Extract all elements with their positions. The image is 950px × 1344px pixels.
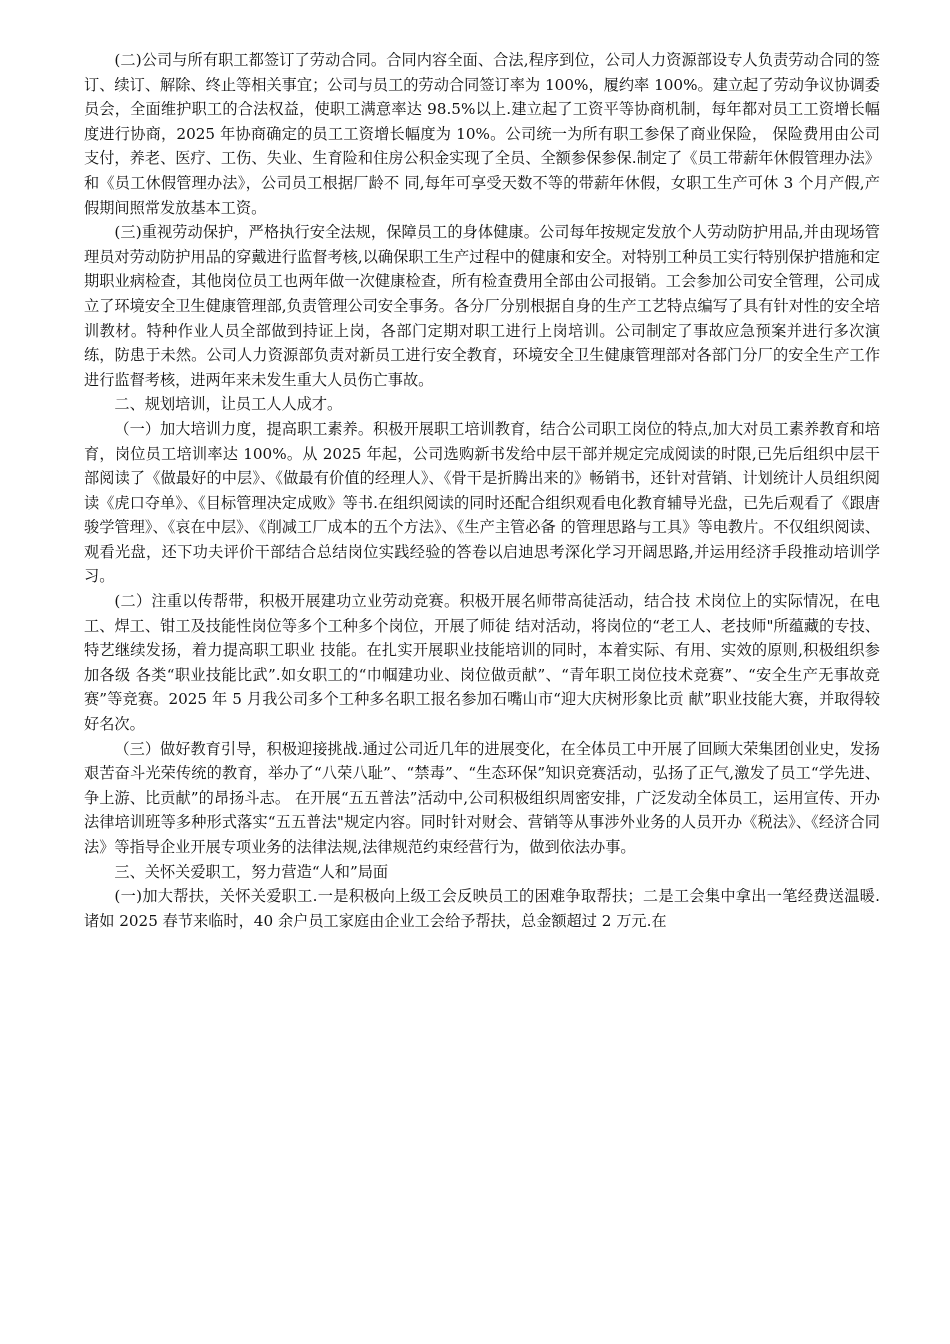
paragraph-labor-protection: (三)重视劳动保护，严格执行安全法规，保障员工的身体健康。公司每年按规定发放个人劳动防护用品,并由现场管理员对劳动防护用品的穿戴进行监督考核,以确保职工生产过程中的健康和安全。对特别工种员工实行特别保护措施和定期职业病检查，其他岗位员工也两年做一次健康检查，所有检查费用全部由公司报销。工会参加公司安全管理，公司成立了环境安全卫生健康管理部,负责管理公司安全事务。各分厂分别根据自身的生产工艺特点编写了具有针对性的安全培训教材。特种作业人员全部做到持证上岗，各部门定期对职工进行上岗培训。公司制定了事故应急预案并进行多次演练，防患于未然。公司人力资源部负责对新员工进行安全教育，环境安全卫生健康管理部对各部门分厂的安全生产工作进行监督考核，进两年来未发生重大人员伤亡事故。: [84, 223, 880, 389]
section-heading-employee-care: 三、关怀关爱职工，努力营造“人和”局面: [114, 862, 389, 881]
section-heading-training: 二、规划培训，让员工人人成才。: [114, 395, 343, 414]
paragraph-labor-contracts: (二)公司与所有职工都签订了劳动合同。合同内容全面、合法,程序到位，公司人力资源部设专人负责劳动合同的签订、续订、解除、终止等相关事宜；公司与员工的劳动合同签订率为 100%，履约率 100%。建立起了劳动争议协调委员会，全面维护职工的合法权益，使职工满意率达 98.5%以上.建立起了工资平等协商机制，每年都对员工工资增长幅度进行协商，2025 年协商确定的员工工资增长幅度为 10%。公司统一为所有职工参保了商业保险， 保险费用由公司支付，养老、医疗、工伤、失业、生育险和住房公积金实现了全员、全额参保参保.制定了《员工带薪年休假管理办法》和《员工休假管理办法》，公司员工根据厂龄不 同,每年可享受天数不等的带薪年休假，女职工生产可休 3 个月产假,产假期间照常发放基本工资。: [84, 51, 880, 217]
document-page: [84, 48, 880, 933]
paragraph-mentoring-competition: (二）注重以传帮带，积极开展建功立业劳动竞赛。积极开展名师带高徒活动，结合技 术岗位上的实际情况，在电工、焊工、钳工及技能性岗位等多个工种多个岗位，开展了师徒 结对活动，将岗位的“老工人、老技师"所蕴藏的专技、特艺继续发扬，着力提高职工职业 技能。在扎实开展职业技能培训的同时，本着实际、有用、实效的原则,积极组织参加各级 各类“职业技能比武”.如女职工的“巾帼建功业、岗位做贡献”、“青年职工岗位技术竞赛”、“安全生产无事故竞赛”等竞赛。2025 年 5 月我公司多个工种多名职工报名参加石嘴山市“迎大庆树形象比贡 献”职业技能大赛，并取得较好名次。: [84, 592, 880, 734]
paragraph-training-intensity: （一）加大培训力度，提高职工素养。积极开展职工培训教育，结合公司职工岗位的特点,加大对员工素养教育和培育，岗位员工培训率达 100%。从 2025 年起，公司选购新书发给中层干部并规定完成阅读的时限,已先后组织中层干部阅读了《做最好的中层》、《做最有价值的经理人》、《骨干是折腾出来的》畅销书，还针对营销、计划统计人员组织阅读《虎口夺单》、《目标管理决定成败》等书.在组织阅读的同时还配合组织观看电化教育辅导光盘，已先后观看了《跟唐骏学管理》、《哀在中层》、《削减工厂成本的五个方法》、《生产主管必备 的管理思路与工具》等电教片。不仅组织阅读、观看光盘，还下功夫评价干部结合总结岗位实践经验的答卷以启迪思考深化学习开阔思路,并运用经济手段推动培训学习。: [84, 419, 880, 586]
paragraph-education-guidance: （三）做好教育引导，积极迎接挑战.通过公司近几年的进展变化，在全体员工中开展了回顾大荣集团创业史，发扬艰苦奋斗光荣传统的教育，举办了“八荣八耻”、“禁毒”、“生态环保”知识竞赛活动，弘扬了正气,激发了员工“学先进、争上游、比贡献”的昂扬斗志。 在开展“五五普法”活动中,公司积极组织周密安排，广泛发动全体员工，运用宣传、开办 法律培训班等多种形式落实“五五普法"规定内容。同时针对财会、营销等从事涉外业务的人员开办《税法》、《经济合同法》等指导企业开展专项业务的法律法规,法律规范约束经营行为，做到依法办事。: [84, 739, 880, 856]
paragraph-assistance: (一)加大帮扶，关怀关爱职工.一是积极向上级工会反映员工的困难争取帮扶；二是工会集中拿出一笔经费送温暖.诸如 2025 春节来临时，40 余户员工家庭由企业工会给予帮扶，总金额超过 2 万元.在: [84, 887, 880, 930]
